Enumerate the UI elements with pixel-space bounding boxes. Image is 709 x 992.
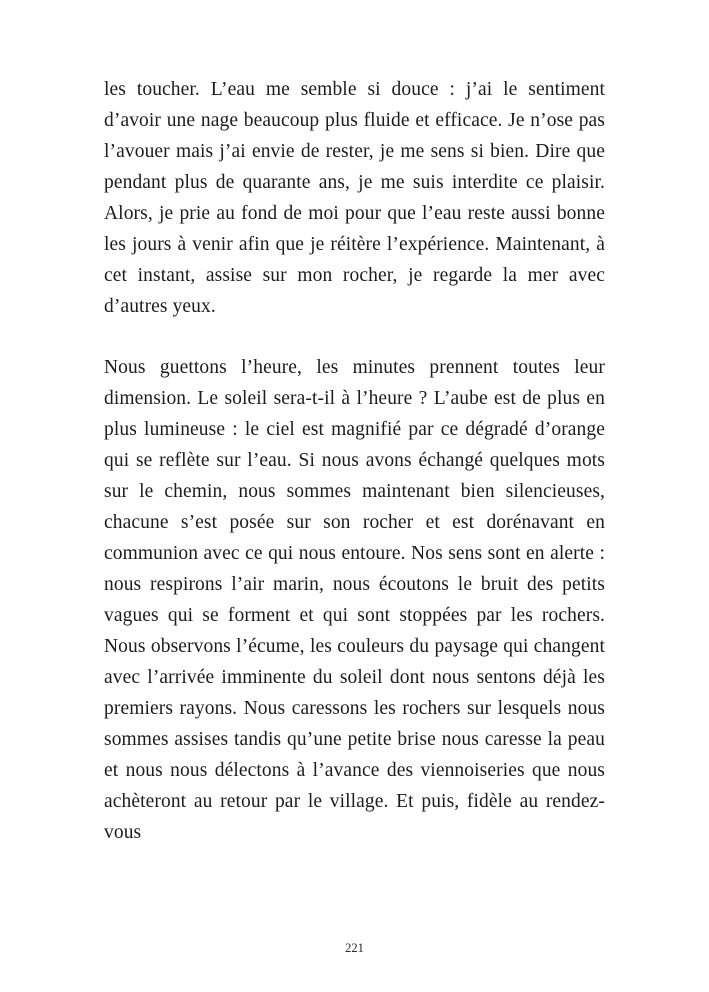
paragraph-2: Nous guettons l’heure, les minutes prennent toutes leur dimension. Le soleil sera-t-il à l’heure ? L’aube est de plus en plus lumineuse : le ciel est magnifié par ce dégradé d’orange qui se reflète sur l’eau. Si nous avons échangé quelques mots sur le chemin, nous sommes maintenant bien silencieuses, chacune s’est posée sur son rocher et est dorénavant en communion avec ce qui nous entoure. Nos sens sont en alerte : nous respirons l’air marin, nous écoutons le bruit des petits vagues qui se forment et qui sont stoppées par les rochers. Nous observons l’écume, les couleurs du paysage qui changent avec l’arrivée imminente du soleil dont nous sentons déjà les premiers rayons. Nous caressons les rochers sur lesquels nous sommes assises tandis qu’une petite brise nous caresse la peau et nous nous délectons à l’avance des viennoiseries que nous achèteront au retour par le village. Et puis, fidèle au rendez-vous (104, 357, 605, 843)
page-number: 221 (345, 941, 364, 955)
page-text-block (104, 74, 605, 848)
paragraph-1: les toucher. L’eau me semble si douce : j’ai le sentiment d’avoir une nage beaucoup plus fluide et efficace. Je n’ose pas l’avouer mais j’ai envie de rester, je me sens si bien. Dire que pendant plus de quarante ans, je me suis interdite ce plaisir. Alors, je prie au fond de moi pour que l’eau reste aussi bonne les jours à venir afin que je réitère l’expérience. Maintenant, à cet instant, assise sur mon rocher, je regarde la mer avec d’autres yeux. (104, 79, 605, 317)
